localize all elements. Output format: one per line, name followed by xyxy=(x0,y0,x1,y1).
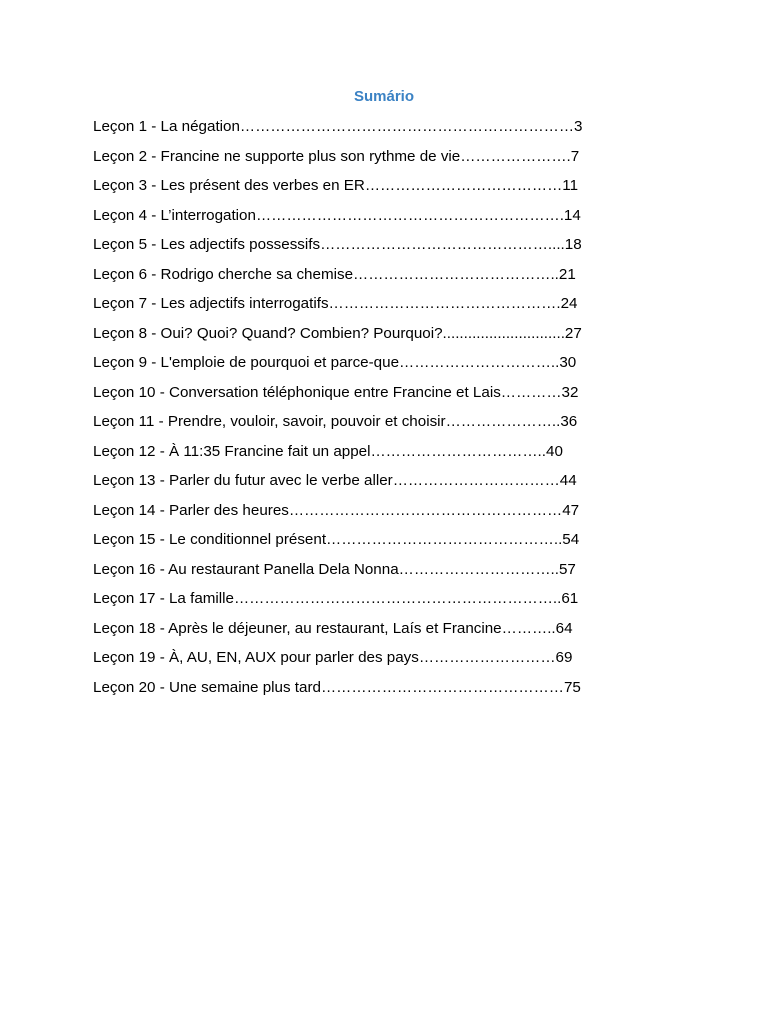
toc-entry-15: Leçon 15 - Le conditionnel présent………………………………………..54 xyxy=(93,531,580,548)
toc-entry-1: Leçon 1 - La négation…………………………………………………………3 xyxy=(93,118,583,135)
toc-entry-6: Leçon 6 - Rodrigo cherche sa chemise…………………………………..21 xyxy=(93,265,576,283)
toc-entry-7: Leçon 7 - Les adjectifs interrogatifs……………………………………….24 xyxy=(93,295,578,312)
toc-entry-5: Leçon 5 - Les adjectifs possessifs………………………………………....18 xyxy=(93,236,582,253)
toc-entry-3: Leçon 3 - Les présent des verbes en ER…………………………………11 xyxy=(93,177,579,194)
toc-entry-9: Leçon 9 - L'emploie de pourquoi et parce-que…………………………..30 xyxy=(93,354,577,371)
toc-entry-17: Leçon 17 - La famille………………………………………………………..61 xyxy=(93,590,579,607)
toc-list xyxy=(93,115,713,705)
toc-entry-10: Leçon 10 - Conversation téléphonique entre Francine et Lais…………32 xyxy=(93,383,579,401)
toc-entry-20: Leçon 20 - Une semaine plus tard…………………………………………75 xyxy=(93,678,581,696)
toc-entry-2: Leçon 2 - Francine ne supporte plus son rythme de vie………………….7 xyxy=(93,147,580,165)
toc-entry-12: Leçon 12 - À 11:35 Francine fait un appel……………………………..40 xyxy=(93,442,563,460)
toc-entry-18: Leçon 18 - Après le déjeuner, au restaurant, Laís et Francine………..64 xyxy=(93,619,573,637)
toc-entry-19: Leçon 19 - À, AU, EN, AUX pour parler des pays………………………69 xyxy=(93,649,573,666)
toc-entry-16: Leçon 16 - Au restaurant Panella Dela Nonna…………………………..57 xyxy=(93,560,576,578)
toc-entry-13: Leçon 13 - Parler du futur avec le verbe aller……………………………44 xyxy=(93,472,577,489)
toc-entry-11: Leçon 11 - Prendre, vouloir, savoir, pouvoir et choisir…………………..36 xyxy=(93,413,578,430)
toc-entry-8: Leçon 8 - Oui? Quoi? Quand? Combien? Pourquoi?.............................27 xyxy=(93,324,582,342)
toc-title: Sumário xyxy=(353,88,414,105)
toc-entry-14: Leçon 14 - Parler des heures………………………………………………47 xyxy=(93,501,580,519)
toc-entry-4: Leçon 4 - L’interrogation…………………………………………………….14 xyxy=(93,206,581,224)
